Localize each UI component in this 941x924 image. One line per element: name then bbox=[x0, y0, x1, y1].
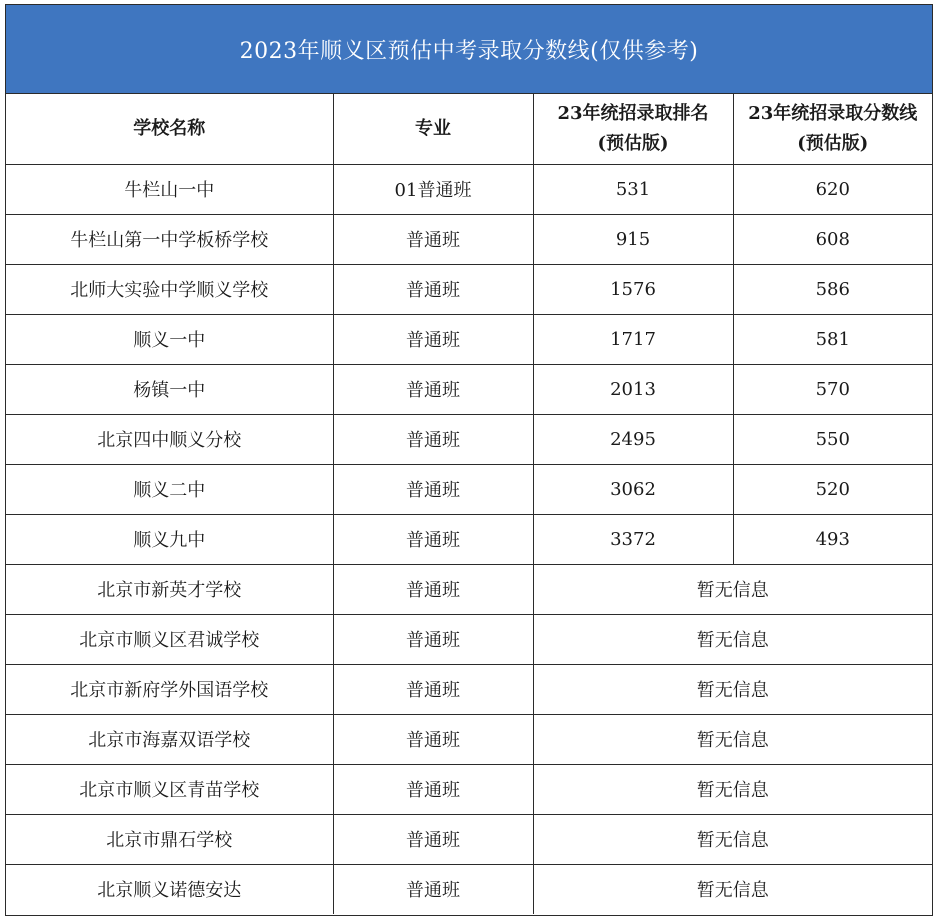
score-cell: 493 bbox=[733, 514, 932, 564]
score-cell: 586 bbox=[733, 264, 932, 314]
school-name-cell: 北师大实验中学顺义学校 bbox=[6, 264, 333, 314]
table-row bbox=[6, 764, 932, 814]
major-cell: 普通班 bbox=[333, 414, 533, 464]
header-score bbox=[733, 94, 932, 164]
major-cell: 普通班 bbox=[333, 564, 533, 614]
score-cell: 520 bbox=[733, 464, 932, 514]
rank-cell: 2013 bbox=[533, 364, 733, 414]
score-cell: 620 bbox=[733, 164, 932, 214]
header-score-line2: (预估版) bbox=[797, 132, 869, 154]
major-cell: 普通班 bbox=[333, 214, 533, 264]
no-info-cell: 暂无信息 bbox=[533, 814, 932, 864]
table-row bbox=[6, 564, 932, 614]
no-info-cell: 暂无信息 bbox=[533, 564, 932, 614]
table-row bbox=[6, 514, 932, 564]
page-title: 2023年顺义区预估中考录取分数线(仅供参考) bbox=[239, 38, 699, 64]
major-cell: 普通班 bbox=[333, 514, 533, 564]
table-row bbox=[6, 814, 932, 864]
major-cell: 普通班 bbox=[333, 764, 533, 814]
table-row bbox=[6, 314, 932, 364]
no-info-cell: 暂无信息 bbox=[533, 614, 932, 664]
major-cell: 01普通班 bbox=[333, 164, 533, 214]
table-row bbox=[6, 864, 932, 914]
rank-cell: 531 bbox=[533, 164, 733, 214]
table-row bbox=[6, 264, 932, 314]
table-row bbox=[6, 714, 932, 764]
school-name-cell: 牛栏山一中 bbox=[6, 164, 333, 214]
table-row bbox=[6, 414, 932, 464]
school-name-cell: 北京市顺义区君诚学校 bbox=[6, 614, 333, 664]
header-rank-line1: 23年统招录取排名 bbox=[557, 102, 709, 124]
header-score-line1: 23年统招录取分数线 bbox=[748, 102, 918, 124]
school-name-cell: 北京市新英才学校 bbox=[6, 564, 333, 614]
table-row bbox=[6, 464, 932, 514]
school-name-cell: 顺义一中 bbox=[6, 314, 333, 364]
rank-cell: 3062 bbox=[533, 464, 733, 514]
table-frame bbox=[5, 4, 933, 916]
score-cell: 581 bbox=[733, 314, 932, 364]
school-name-cell: 北京顺义诺德安达 bbox=[6, 864, 333, 914]
no-info-cell: 暂无信息 bbox=[533, 864, 932, 914]
school-name-cell: 杨镇一中 bbox=[6, 364, 333, 414]
score-cell: 550 bbox=[733, 414, 932, 464]
major-cell: 普通班 bbox=[333, 464, 533, 514]
no-info-cell: 暂无信息 bbox=[533, 664, 932, 714]
header-rank-line2: (预估版) bbox=[597, 132, 669, 154]
rank-cell: 1576 bbox=[533, 264, 733, 314]
major-cell: 普通班 bbox=[333, 864, 533, 914]
major-cell: 普通班 bbox=[333, 364, 533, 414]
school-name-cell: 牛栏山第一中学板桥学校 bbox=[6, 214, 333, 264]
major-cell: 普通班 bbox=[333, 814, 533, 864]
school-name-cell: 顺义二中 bbox=[6, 464, 333, 514]
table-row bbox=[6, 214, 932, 264]
table-row bbox=[6, 664, 932, 714]
title-bar bbox=[6, 5, 932, 94]
major-cell: 普通班 bbox=[333, 714, 533, 764]
school-name-cell: 北京四中顺义分校 bbox=[6, 414, 333, 464]
rank-cell: 2495 bbox=[533, 414, 733, 464]
rank-cell: 915 bbox=[533, 214, 733, 264]
major-cell: 普通班 bbox=[333, 614, 533, 664]
no-info-cell: 暂无信息 bbox=[533, 714, 932, 764]
rank-cell: 1717 bbox=[533, 314, 733, 364]
admission-table bbox=[6, 94, 932, 914]
header-row bbox=[6, 94, 932, 164]
header-rank bbox=[533, 94, 733, 164]
school-name-cell: 顺义九中 bbox=[6, 514, 333, 564]
major-cell: 普通班 bbox=[333, 664, 533, 714]
header-major: 专业 bbox=[333, 94, 533, 164]
school-name-cell: 北京市鼎石学校 bbox=[6, 814, 333, 864]
major-cell: 普通班 bbox=[333, 314, 533, 364]
table-row bbox=[6, 364, 932, 414]
school-name-cell: 北京市海嘉双语学校 bbox=[6, 714, 333, 764]
school-name-cell: 北京市顺义区青苗学校 bbox=[6, 764, 333, 814]
table-row bbox=[6, 164, 932, 214]
score-cell: 570 bbox=[733, 364, 932, 414]
table-row bbox=[6, 614, 932, 664]
rank-cell: 3372 bbox=[533, 514, 733, 564]
school-name-cell: 北京市新府学外国语学校 bbox=[6, 664, 333, 714]
no-info-cell: 暂无信息 bbox=[533, 764, 932, 814]
major-cell: 普通班 bbox=[333, 264, 533, 314]
header-school: 学校名称 bbox=[6, 94, 333, 164]
score-cell: 608 bbox=[733, 214, 932, 264]
